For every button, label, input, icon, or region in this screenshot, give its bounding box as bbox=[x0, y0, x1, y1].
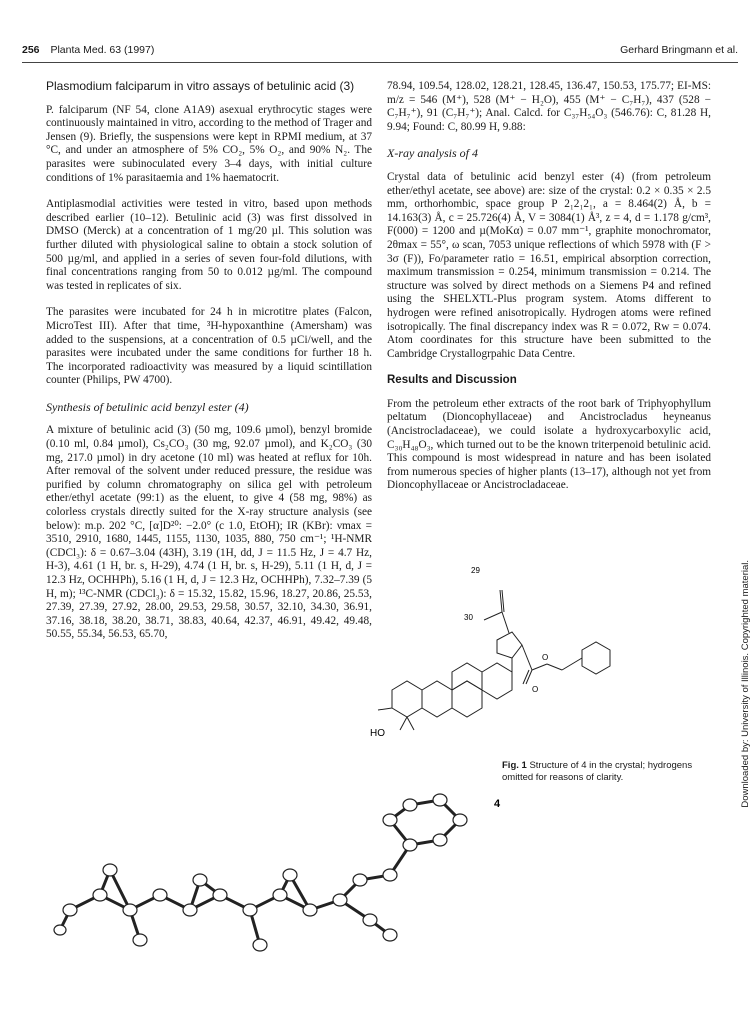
paragraph: 78.94, 109.54, 128.02, 128.21, 128.45, 136.47, 150.53, 175.77; EI-MS: m/z = 546 (M⁺), 528 (M⁺ − H₂O), 455 (M⁺ − C₇H₇), 437 (528 − C₇H₇⁺), 91 (C₇H₇⁺); Anal. Calcd. for C₃₇H₅₄O₃ (546.76): C, 81.28 H, 9.94; Found: C, 80.99 H, 9.88: bbox=[387, 80, 711, 133]
page-number: 256 bbox=[22, 44, 40, 56]
paragraph: From the petroleum ether extracts of the root bark of Triphyophyllum peltatum (Dioncophyllaceae) and Ancistrocladus heyneanus (Ancistrocladaceae), we could isolate a hydroxycarboxylic acid, C₃₀H₄₈O₃, which turned out to be the known triterpenoid betulinic acid. This compound is most widespread in nature and has been isolated from numerous species of higher plants (13–17), although not yet from Dioncophyllaceae or Ancistrocladaceae. bbox=[387, 397, 711, 492]
atom-number: 29 bbox=[471, 566, 480, 575]
download-notice: Downloaded by: University of Illinois. Copyrighted material. bbox=[740, 560, 751, 808]
running-authors: Gerhard Bringmann et al. bbox=[620, 44, 738, 56]
paragraph: Antiplasmodial activities were tested in vitro, based upon methods described earlier (10–12). Betulinic acid (3) was first dissolved in DMSO (Merck) at a concentration of 1 mg/20 µl. This solution was further diluted with physiological saline to obtain a stock solution of 500 µg/ml, and applied in a series of seven four-fold dilutions, with final concentrations ranging from 50 to 0.012 µg/ml. The compound was tested in replicates of six. bbox=[46, 198, 372, 292]
section-heading-results: Results and Discussion bbox=[387, 374, 517, 387]
header-rule bbox=[22, 62, 738, 63]
atom-number: 30 bbox=[464, 613, 473, 622]
section-heading-synthesis: Synthesis of betulinic acid benzyl ester (4) bbox=[46, 399, 249, 414]
left-column bbox=[46, 80, 372, 655]
atom-label: O bbox=[532, 685, 539, 694]
crystal-structure-figure bbox=[30, 760, 500, 1010]
page-header bbox=[22, 44, 738, 56]
paragraph: P. falciparum (NF 54, clone A1A9) asexual erythrocytic stages were continuously maintained in vitro, according to the method of Trager and Jensen (9). Briefly, the suspensions were kept in RPMI medium, at 37 °C, and under an atmosphere of 5% CO₂, 5% O₂, and 90% N₂. The parasites were subinoculated every 3–4 days, with initial culture conditions of 1% parasitaemia and 1% haematocrit. bbox=[46, 103, 372, 184]
compound-number: 4 bbox=[494, 798, 501, 810]
journal-citation: Planta Med. 63 (1997) bbox=[50, 44, 155, 56]
section-heading-assays: Plasmodium falciparum in vitro assays of betulinic acid (3) bbox=[46, 79, 355, 93]
right-column bbox=[387, 80, 711, 506]
section-heading-xray: X-ray analysis of 4 bbox=[387, 146, 478, 161]
paragraph: A mixture of betulinic acid (3) (50 mg, 109.6 µmol), benzyl bromide (0.10 ml, 0.84 µmol), Cs₂CO₃ (30 mg, 92.07 µmol), and K₂CO₃ (30 mg, 217.0 µmol) in dry acetone (10 ml) was heated at reflux for 10h. After removal of the solvent under reduced pressure, the residue was purified by column chromatography on silica gel with petroleum ether/ethyl acetate (99:1) as the eluent, to give 4 (58 mg, 98%) as colorless crystals directly suited for the X-ray structure analysis (see below): m.p. 202 °C, [α]D²⁰: −2.0° (c 1.0, EtOH); IR (KBr): νmax = 3510, 2910, 1680, 1445, 1155, 1130, 1035, 880, 750 cm⁻¹; ¹H-NMR (CDCl₃): δ = 0.67–3.04 (43H), 3.19 (1H, dd, J = 11.5 Hz, J = 4.7 Hz, H-3), 4.61 (1 H, br. s, H-29), 4.74 (1 H, br. s, H-29), 5.11 (1 H, d, J = 12.3 Hz, OCHHPh), 5.16 (1 H, d, J = 12.3 Hz, OCHHPh), 7.32–7.39 (5 H, m); ¹³C-NMR (CDCl₃): δ = 15.32, 15.82, 15.96, 18.27, 20.86, 25.53, 27.39, 27.39, 27.92, 28.00, 29.53, 29.58, 30.57, 32.10, 34.30, 36.91, 37.16, 38.18, 38.20, 38.71, 38.83, 40.64, 42.37, 46.91, 49.42, 49.48, 50.55, 55.34, 56.53, 65.70, bbox=[46, 424, 372, 641]
ho-label: HO bbox=[370, 728, 385, 739]
figure-caption-text: Structure of 4 in the crystal; hydrogens omitted for reasons of clarity. bbox=[502, 760, 693, 783]
atom-label: O bbox=[542, 653, 549, 662]
paragraph: Crystal data of betulinic acid benzyl ester (4) (from petroleum ether/ethyl acetate, see above) are: size of the crystal: 0.2 × 0.35 × 2.5 mm, orthorhombic, space group P 2₁2₁2₁, a = 8.464(2) Å, b = 14.163(3) Å, c = 25.726(4) Å, V = 3084(1) Å³, z = 4, d = 1.178 g/cm³, F(000) = 1200 and µ(MoKα) = 0.07 mm⁻¹, graphite monochromator, 2θmax = 55°, ω scan, 7053 unique reflections of which 5978 with (F > 3σ (F)), Fo/parameter ratio = 16.51, empirical absorption correction, maximum transmission = 0.254, minimum transmission = 0.214. The structure was solved by direct methods on a Siemens P4 and refined using the SHELXTL-Plus program system. Atoms different to hydrogen were refined anisotropically. Hydrogen atoms were refined isotropically. The final discrepancy index was R = 0.072, Rw = 0.074. Atom coordinates for this structure have been submitted to the Cambridge Crystallogrpahic Data Centre. bbox=[387, 170, 711, 360]
figure-caption bbox=[502, 760, 722, 784]
figure-label: Fig. 1 bbox=[502, 760, 527, 771]
paragraph: The parasites were incubated for 24 h in microtitre plates (Falcon, MicroTest III). After that time, ³H-hypoxanthine (Amersham) was added to the suspensions, at a concentration of 0.5 µCi/well, and the parasites were incubated under the same conditions for further 18 h. The incorporated radioactivity was measured by a liquid scintillation counter (Philips, PW 4700). bbox=[46, 306, 372, 387]
